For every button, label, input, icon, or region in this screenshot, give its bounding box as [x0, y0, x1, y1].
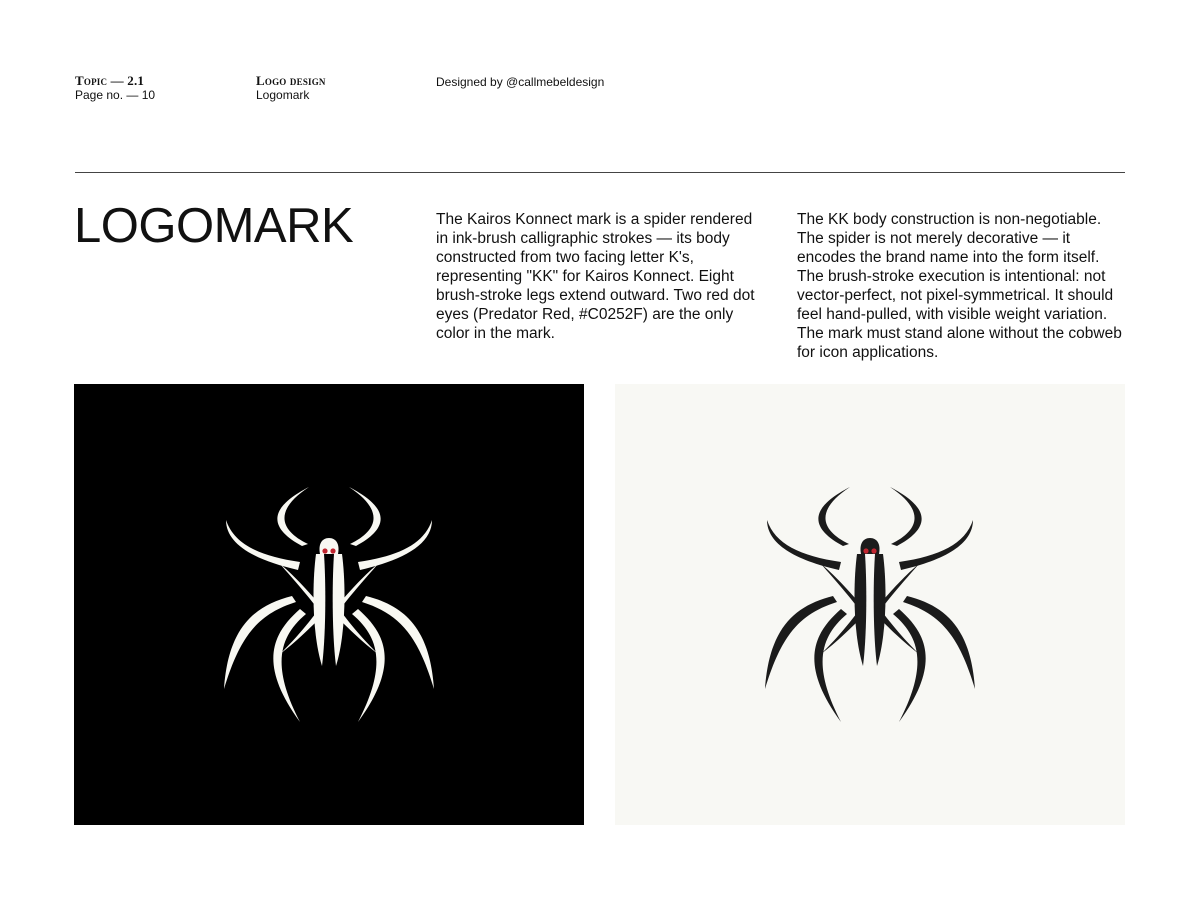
spider-eye-right	[330, 548, 335, 553]
spider-logo-icon	[615, 384, 1125, 825]
topic-label: Topic — 2.1	[75, 73, 145, 88]
spider-mark	[765, 487, 975, 722]
designer-credit: Designed by @callmebeldesign	[436, 75, 605, 89]
description-paragraph: The Kairos Konnect mark is a spider rendered in ink-brush calligraphic strokes — its body constructed from two facing letter K's, representing "KK" for Kairos Konnect. Eight brush-stroke legs extend outward. Two red dot eyes (Predator Red, #C0252F) are the only color in the mark.	[436, 211, 755, 342]
spider-eye-right	[871, 548, 876, 553]
guideline-paragraph: The KK body construction is non-negotiable. The spider is not merely decorative — it encodes the brand name into the form itself. The brush-stroke execution is intentional: not vector-perfect, not pixel-symmetrical. It should feel hand-pulled, with visible weight variation. The mark must stand alone without the cobweb for icon applications.	[797, 211, 1122, 361]
divider-rule	[75, 172, 1125, 173]
spider-mark	[224, 487, 434, 722]
section-sub: Logomark	[256, 88, 310, 102]
spider-eye-left	[863, 548, 868, 553]
page-number: Page no. — 10	[75, 88, 156, 102]
meta-topic	[75, 73, 155, 103]
spider-eye-left	[322, 548, 327, 553]
logomark-dark-panel	[74, 384, 584, 825]
section-label: Logo design	[256, 73, 326, 88]
logomark-light-panel	[615, 384, 1125, 825]
page-title: LOGOMARK	[74, 199, 354, 253]
meta-section	[256, 73, 326, 103]
spider-logo-icon	[74, 384, 584, 825]
